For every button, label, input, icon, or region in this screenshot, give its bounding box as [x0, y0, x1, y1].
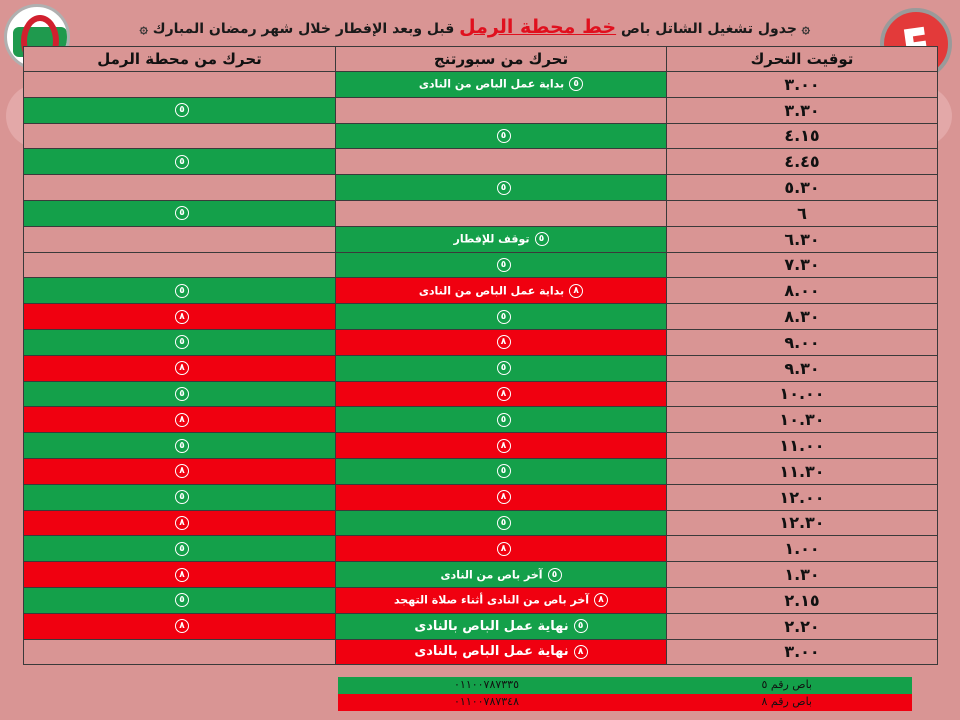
departure-time: ٢.٢٠ — [667, 613, 938, 639]
departure-time: ١٠.٣٠ — [667, 407, 938, 433]
bus-number-badge: ٨ — [497, 439, 511, 453]
cell-note: بداية عمل الباص من النادى — [418, 284, 565, 298]
bus-number-badge: ٥ — [497, 413, 511, 427]
bus-number-badge: ٥ — [497, 361, 511, 375]
from-sporting-cell — [336, 304, 667, 330]
from-raml-cell — [24, 639, 336, 665]
bus-number-badge: ٨ — [175, 361, 189, 375]
bus-number-badge: ٨ — [175, 464, 189, 478]
from-raml-cell — [24, 562, 336, 588]
from-sporting-cell — [336, 200, 667, 226]
from-raml-cell — [24, 252, 336, 278]
departure-time: ٣.٠٠ — [667, 639, 938, 665]
bus-number-badge: ٥ — [497, 129, 511, 143]
table-row — [24, 458, 938, 484]
bus-number-badge: ٨ — [569, 284, 583, 298]
table-row — [24, 72, 938, 98]
from-raml-cell — [24, 226, 336, 252]
bus-number-badge: ٥ — [175, 206, 189, 220]
departure-time: ٤.٤٥ — [667, 149, 938, 175]
from-sporting-cell — [336, 175, 667, 201]
table-row — [24, 123, 938, 149]
departure-time: ١١.٣٠ — [667, 458, 938, 484]
table-row — [24, 226, 938, 252]
cell-note: آخر باص من النادى أثناء صلاة التهجد — [393, 593, 590, 607]
bus-number-badge: ٥ — [497, 181, 511, 195]
departure-time: ٩.٠٠ — [667, 329, 938, 355]
table-row — [24, 536, 938, 562]
table-row — [24, 149, 938, 175]
bus-number-badge: ٨ — [497, 542, 511, 556]
from-sporting-cell — [336, 149, 667, 175]
departure-time: ٧.٣٠ — [667, 252, 938, 278]
departure-time: ٣.٠٠ — [667, 72, 938, 98]
departure-time: ٢.١٥ — [667, 587, 938, 613]
header-time: توقيت التحرك — [667, 47, 938, 72]
from-raml-cell — [24, 123, 336, 149]
departure-time: ١٠.٠٠ — [667, 381, 938, 407]
title-highlight: خط محطة الرمل — [459, 16, 617, 38]
table-row — [24, 407, 938, 433]
from-sporting-cell — [336, 613, 667, 639]
page-title — [139, 14, 810, 40]
from-sporting-cell — [336, 587, 667, 613]
table-row — [24, 175, 938, 201]
from-raml-cell — [24, 536, 336, 562]
table-header-row — [24, 47, 938, 72]
cell-note: نهاية عمل الباص بالنادى — [414, 618, 569, 634]
from-raml-cell — [24, 407, 336, 433]
bus-number-badge: ٨ — [497, 490, 511, 504]
table-row — [24, 587, 938, 613]
bus-number-badge: ٥ — [175, 439, 189, 453]
bus-number-badge: ٥ — [548, 568, 562, 582]
from-sporting-cell — [336, 97, 667, 123]
table-row — [24, 639, 938, 665]
from-sporting-cell — [336, 639, 667, 665]
departure-time: ٦ — [667, 200, 938, 226]
table-row — [24, 252, 938, 278]
bus-number-badge: ٨ — [497, 387, 511, 401]
schedule-body — [24, 72, 938, 665]
from-raml-cell — [24, 381, 336, 407]
bus-number-badge: ٥ — [175, 335, 189, 349]
bus-number-badge: ٨ — [574, 645, 588, 659]
bus-number-badge: ٥ — [175, 490, 189, 504]
bus-number-badge: ٥ — [175, 593, 189, 607]
departure-time: ٨.٠٠ — [667, 278, 938, 304]
table-row — [24, 304, 938, 330]
footer-bus-5 — [338, 677, 912, 694]
from-sporting-cell — [336, 329, 667, 355]
bus-number-badge: ٨ — [175, 310, 189, 324]
from-sporting-cell — [336, 407, 667, 433]
table-row — [24, 381, 938, 407]
from-sporting-cell — [336, 123, 667, 149]
bus-number-badge: ٥ — [497, 258, 511, 272]
from-raml-cell — [24, 72, 336, 98]
from-sporting-cell — [336, 458, 667, 484]
footer-bus-8 — [338, 694, 912, 711]
title-ornament-left: ۞ — [801, 21, 810, 37]
table-row — [24, 355, 938, 381]
footer-bus-label: باص رقم ٥ — [761, 678, 812, 691]
from-raml-cell — [24, 149, 336, 175]
table-row — [24, 329, 938, 355]
from-raml-cell — [24, 510, 336, 536]
departure-time: ٨.٣٠ — [667, 304, 938, 330]
from-raml-cell — [24, 458, 336, 484]
departure-time: ١.٣٠ — [667, 562, 938, 588]
table-row — [24, 200, 938, 226]
from-sporting-cell — [336, 278, 667, 304]
departure-time: ١٢.٣٠ — [667, 510, 938, 536]
bus-number-badge: ٥ — [535, 232, 549, 246]
from-raml-cell — [24, 175, 336, 201]
bus-number-badge: ٥ — [175, 103, 189, 117]
departure-time: ١١.٠٠ — [667, 433, 938, 459]
bus-number-badge: ٥ — [497, 464, 511, 478]
bus-number-badge: ٥ — [175, 542, 189, 556]
bus-number-badge: ٥ — [497, 310, 511, 324]
from-sporting-cell — [336, 433, 667, 459]
departure-time: ١.٠٠ — [667, 536, 938, 562]
cell-note: بداية عمل الباص من النادى — [418, 77, 565, 91]
from-raml-cell — [24, 97, 336, 123]
bus-number-badge: ٥ — [574, 619, 588, 633]
from-sporting-cell — [336, 562, 667, 588]
from-sporting-cell — [336, 510, 667, 536]
footer-phone: ٠١١٠٠٧٨٧٣٤٨ — [454, 695, 519, 708]
bus-number-badge: ٥ — [175, 387, 189, 401]
departure-time: ٥.٣٠ — [667, 175, 938, 201]
table-row — [24, 433, 938, 459]
bus-number-badge: ٥ — [175, 155, 189, 169]
departure-time: ٩.٣٠ — [667, 355, 938, 381]
table-row — [24, 510, 938, 536]
title-suffix: قبل وبعد الإفطار خلال شهر رمضان المبارك — [152, 21, 455, 37]
from-sporting-cell — [336, 252, 667, 278]
from-raml-cell — [24, 278, 336, 304]
bus-number-badge: ٨ — [594, 593, 608, 607]
header-from-raml: تحرك من محطة الرمل — [24, 47, 336, 72]
table-row — [24, 97, 938, 123]
from-sporting-cell — [336, 536, 667, 562]
from-raml-cell — [24, 484, 336, 510]
from-sporting-cell — [336, 226, 667, 252]
from-raml-cell — [24, 587, 336, 613]
table-row — [24, 562, 938, 588]
from-raml-cell — [24, 433, 336, 459]
cell-note: توقف للإفطار — [453, 232, 530, 246]
from-raml-cell — [24, 355, 336, 381]
bus-number-badge: ٨ — [175, 568, 189, 582]
from-sporting-cell — [336, 355, 667, 381]
bus-number-badge: ٨ — [175, 413, 189, 427]
from-raml-cell — [24, 304, 336, 330]
bus-number-badge: ٨ — [175, 516, 189, 530]
title-prefix: جدول تشغيل الشاتل باص — [620, 21, 797, 37]
from-raml-cell — [24, 200, 336, 226]
table-row — [24, 613, 938, 639]
schedule-table — [23, 46, 938, 665]
bus-number-badge: ٥ — [497, 516, 511, 530]
bus-number-badge: ٥ — [569, 77, 583, 91]
from-raml-cell — [24, 613, 336, 639]
bus-number-badge: ٨ — [497, 335, 511, 349]
departure-time: ٣.٣٠ — [667, 97, 938, 123]
table-row — [24, 484, 938, 510]
from-sporting-cell — [336, 484, 667, 510]
footer-phone: ٠١١٠٠٧٨٧٣٣٥ — [454, 678, 519, 691]
title-ornament-right: ۞ — [139, 21, 148, 37]
departure-time: ٦.٣٠ — [667, 226, 938, 252]
bus-number-badge: ٥ — [175, 284, 189, 298]
cell-note: نهاية عمل الباص بالنادى — [414, 644, 569, 660]
cell-note: آخر باص من النادى — [440, 568, 543, 582]
departure-time: ٤.١٥ — [667, 123, 938, 149]
from-sporting-cell — [336, 381, 667, 407]
from-sporting-cell — [336, 72, 667, 98]
bus-number-badge: ٨ — [175, 619, 189, 633]
table-row — [24, 278, 938, 304]
from-raml-cell — [24, 329, 336, 355]
departure-time: ١٢.٠٠ — [667, 484, 938, 510]
footer-bus-label: باص رقم ٨ — [761, 695, 812, 708]
header-from-sporting: تحرك من سبورتنج — [336, 47, 667, 72]
